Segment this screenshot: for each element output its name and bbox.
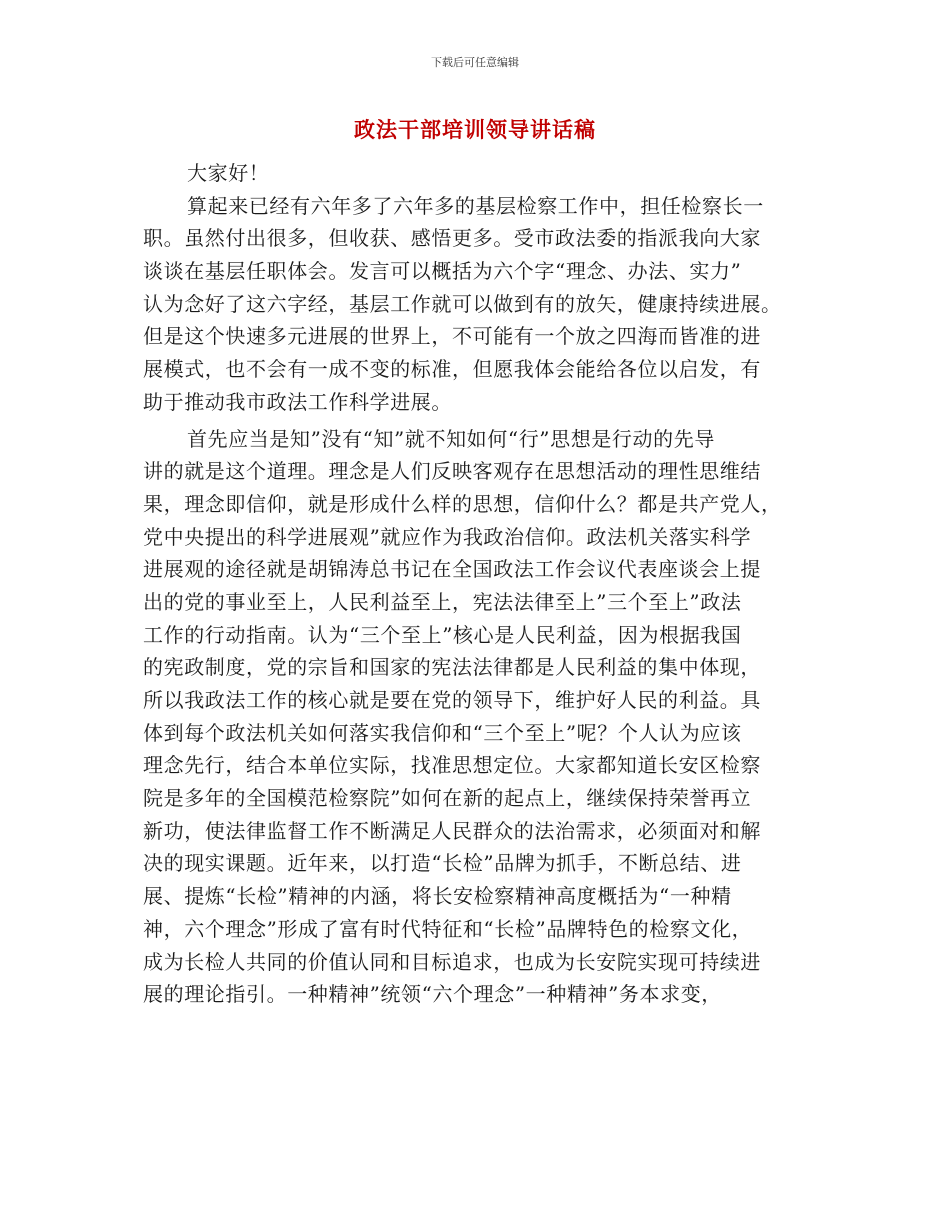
text-line: 院是多年的全国模范检察院”如何在新的起点上，继续保持荣誉再立 xyxy=(143,786,752,811)
text-line: 理念先行，结合本单位实际，找准思想定位。大家都知道长安区检察 xyxy=(143,753,761,778)
text-line: 决的现实课题。近年来，以打造“长检”品牌为抓手，不断总结、进 xyxy=(143,851,742,876)
paragraph-2 xyxy=(143,423,805,1011)
header-note: 下载后可任意编辑 xyxy=(431,56,519,69)
text-line: 工作的行动指南。认为“三个至上”核心是人民利益，因为根据我国 xyxy=(143,622,742,647)
text-line: 首先应当是知”没有“知”就不知如何“行”思想是行动的先导 xyxy=(187,426,715,451)
paragraph-1 xyxy=(143,190,805,419)
text-line: 成为长检人共同的价值认同和目标追求，也成为长安院实现可持续进 xyxy=(143,949,761,974)
text-line: 展的理论指引。一种精神”统领“六个理念”一种精神”务本求变， xyxy=(143,982,722,1007)
text-line: 果，理念即信仰，就是形成什么样的思想，信仰什么？都是共产党人， xyxy=(143,491,782,516)
text-line: 展、提炼“长检”精神的内涵，将长安检察精神高度概括为“一种精 xyxy=(143,884,732,909)
text-line: 讲的就是这个道理。理念是人们反映客观存在思想活动的理性思维结 xyxy=(143,459,761,484)
text-line: 职。虽然付出很多，但收获、感悟更多。受市政法委的指派我向大家 xyxy=(143,226,761,251)
text-line: 算起来已经有六年多了六年多的基层检察工作中，担任检察长一 xyxy=(187,193,764,218)
text-line: 进展观的途径就是胡锦涛总书记在全国政法工作会议代表座谈会上提 xyxy=(143,557,761,582)
greeting-line: 大家好！ xyxy=(187,161,270,185)
text-line: 体到每个政法机关如何落实我信仰和“三个至上”呢？个人认为应该 xyxy=(143,720,742,745)
text-line: 所以我政法工作的核心就是要在党的领导下，维护好人民的利益。具 xyxy=(143,688,761,712)
text-line: 神，六个理念”形成了富有时代特征和“长检”品牌特色的检察文化， xyxy=(143,916,753,941)
document-body xyxy=(143,157,805,1011)
text-line: 但是这个快速多元进展的世界上，不可能有一个放之四海而皆准的进 xyxy=(143,324,761,349)
text-line: 党中央提出的科学进展观”就应作为我政治信仰。政法机关落实科学 xyxy=(143,524,752,549)
text-line: 认为念好了这六字经，基层工作就可以做到有的放矢，健康持续进展。 xyxy=(143,291,782,316)
text-line: 展模式，也不会有一成不变的标准，但愿我体会能给各位以启发，有 xyxy=(143,357,761,382)
text-line: 助于推动我市政法工作科学进展。 xyxy=(143,389,452,414)
document-title: 政法干部培训领导讲话稿 xyxy=(354,117,596,142)
text-line: 的宪政制度，党的宗旨和国家的宪法法律都是人民利益的集中体现， xyxy=(143,655,761,680)
text-line: 谈谈在基层任职体会。发言可以概括为六个字“理念、办法、实力” xyxy=(143,259,742,284)
text-line: 新功，使法律监督工作不断满足人民群众的法治需求，必须面对和解 xyxy=(143,818,761,843)
text-line: 出的党的事业至上，人民利益至上，宪法法律至上”三个至上”政法 xyxy=(143,589,742,614)
